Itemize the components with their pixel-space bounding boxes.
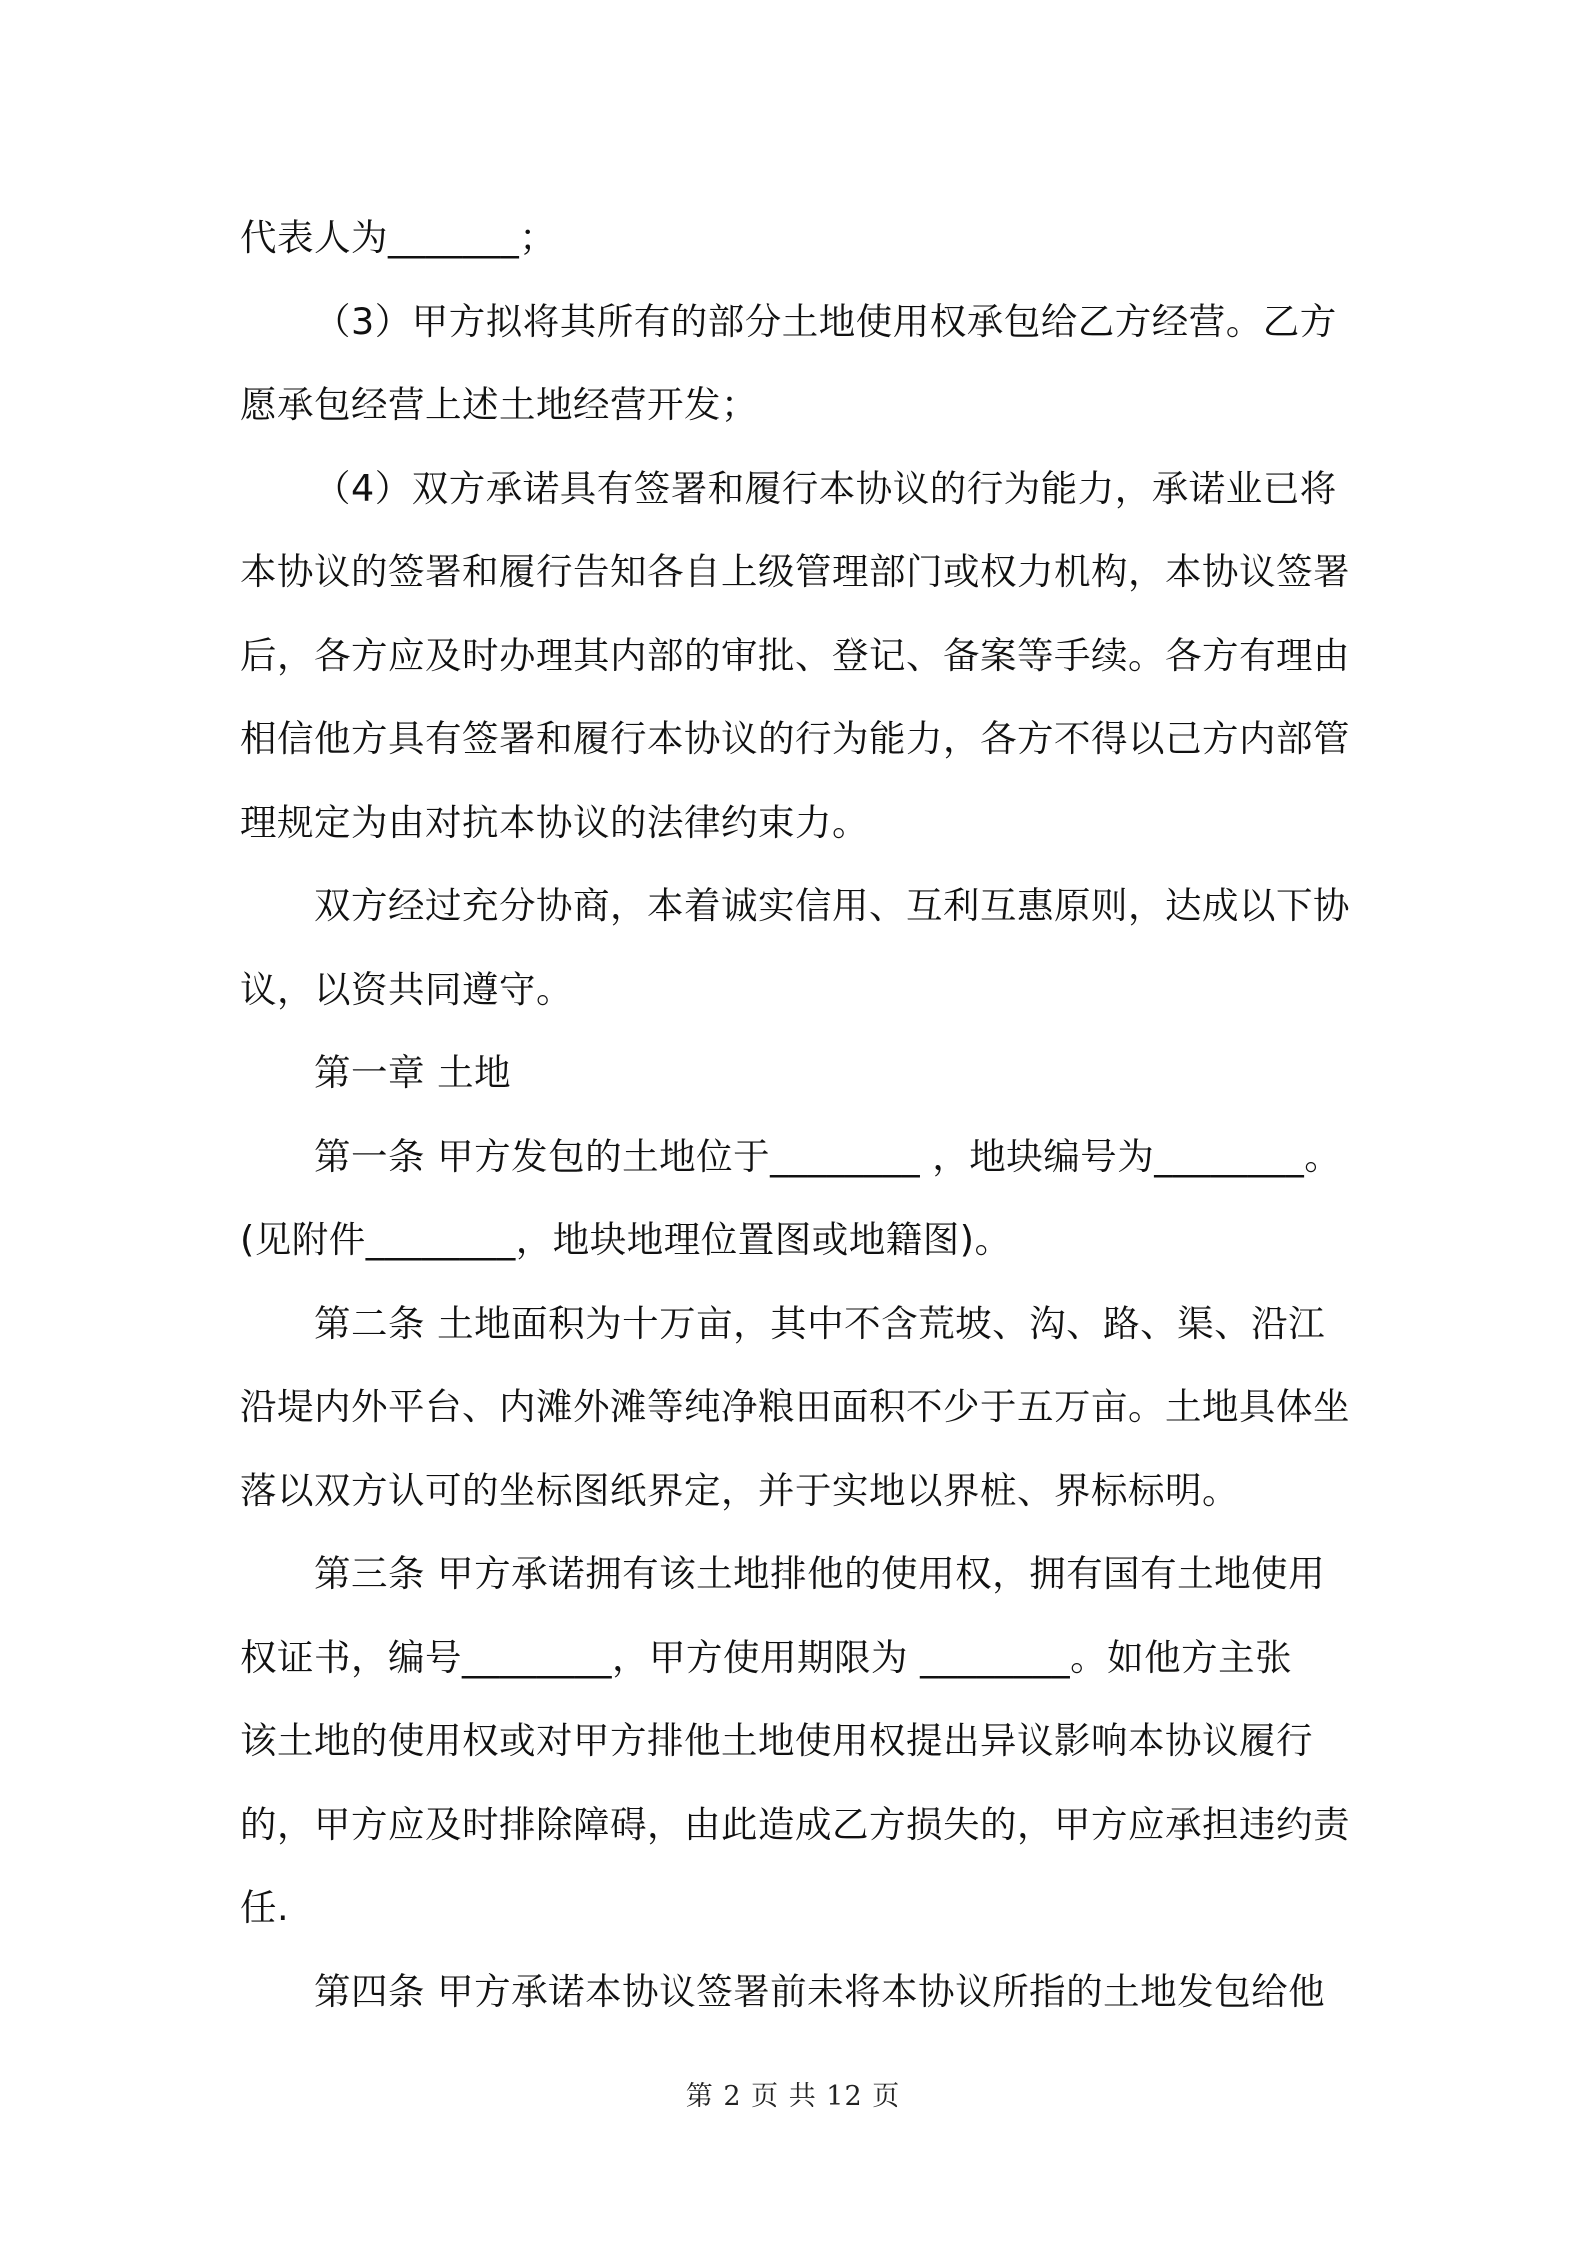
text-line-8: 理规定为由对抗本协议的法律约束力。 bbox=[240, 800, 869, 844]
text-line-4: （4）双方承诺具有签署和履行本协议的行为能力，承诺业已将 bbox=[314, 466, 1337, 510]
text-line-12: 第一条 甲方发包的土地位于________ ，地块编号为________。 bbox=[314, 1134, 1342, 1178]
text-line-18: 权证书，编号________，甲方使用期限为 ________。如他方主张 bbox=[240, 1635, 1293, 1679]
text-line-9: 双方经过充分协商，本着诚实信用、互利互惠原则，达成以下协 bbox=[314, 884, 1350, 927]
text-line-20: 的，甲方应及时排除障碍，由此造成乙方损失的，甲方应承担违约责 bbox=[240, 1802, 1350, 1846]
chapter-heading: 第一章 土地 bbox=[314, 1051, 512, 1094]
text-line-19: 该土地的使用权或对甲方排他土地使用权提出异议影响本协议履行 bbox=[240, 1719, 1313, 1762]
text-line-16: 落以双方认可的坐标图纸界定，并于实地以界桩、界标标明。 bbox=[240, 1468, 1239, 1512]
page-number-footer: 第 2 页 共 12 页 bbox=[685, 2081, 901, 2112]
text-line-21: 任. bbox=[240, 1886, 290, 1929]
text-line-2: （3）甲方拟将其所有的部分土地使用权承包给乙方经营。乙方 bbox=[314, 299, 1337, 343]
text-line-15: 沿堤内外平台、内滩外滩等纯净粮田面积不少于五万亩。土地具体坐 bbox=[240, 1385, 1350, 1428]
text-line-6: 后，各方应及时办理其内部的审批、登记、备案等手续。各方有理由 bbox=[240, 633, 1350, 677]
text-line-13: (见附件________，地块地理位置图或地籍图)。 bbox=[240, 1218, 1012, 1261]
text-line-22: 第四条 甲方承诺本协议签署前未将本协议所指的土地发包给他 bbox=[314, 1969, 1326, 2013]
text-line-1: 代表人为_______； bbox=[240, 216, 557, 259]
text-line-3: 愿承包经营上述土地经营开发； bbox=[240, 383, 758, 426]
text-line-17: 第三条 甲方承诺拥有该土地排他的使用权，拥有国有土地使用 bbox=[314, 1552, 1326, 1595]
text-line-5: 本协议的签署和履行告知各自上级管理部门或权力机构，本协议签署 bbox=[240, 550, 1350, 593]
text-line-7: 相信他方具有签署和履行本协议的行为能力，各方不得以己方内部管 bbox=[240, 717, 1350, 760]
text-line-14: 第二条 土地面积为十万亩，其中不含荒坡、沟、路、渠、沿江 bbox=[314, 1301, 1326, 1345]
text-line-10: 议，以资共同遵守。 bbox=[240, 967, 573, 1011]
document-body bbox=[240, 196, 1358, 2033]
